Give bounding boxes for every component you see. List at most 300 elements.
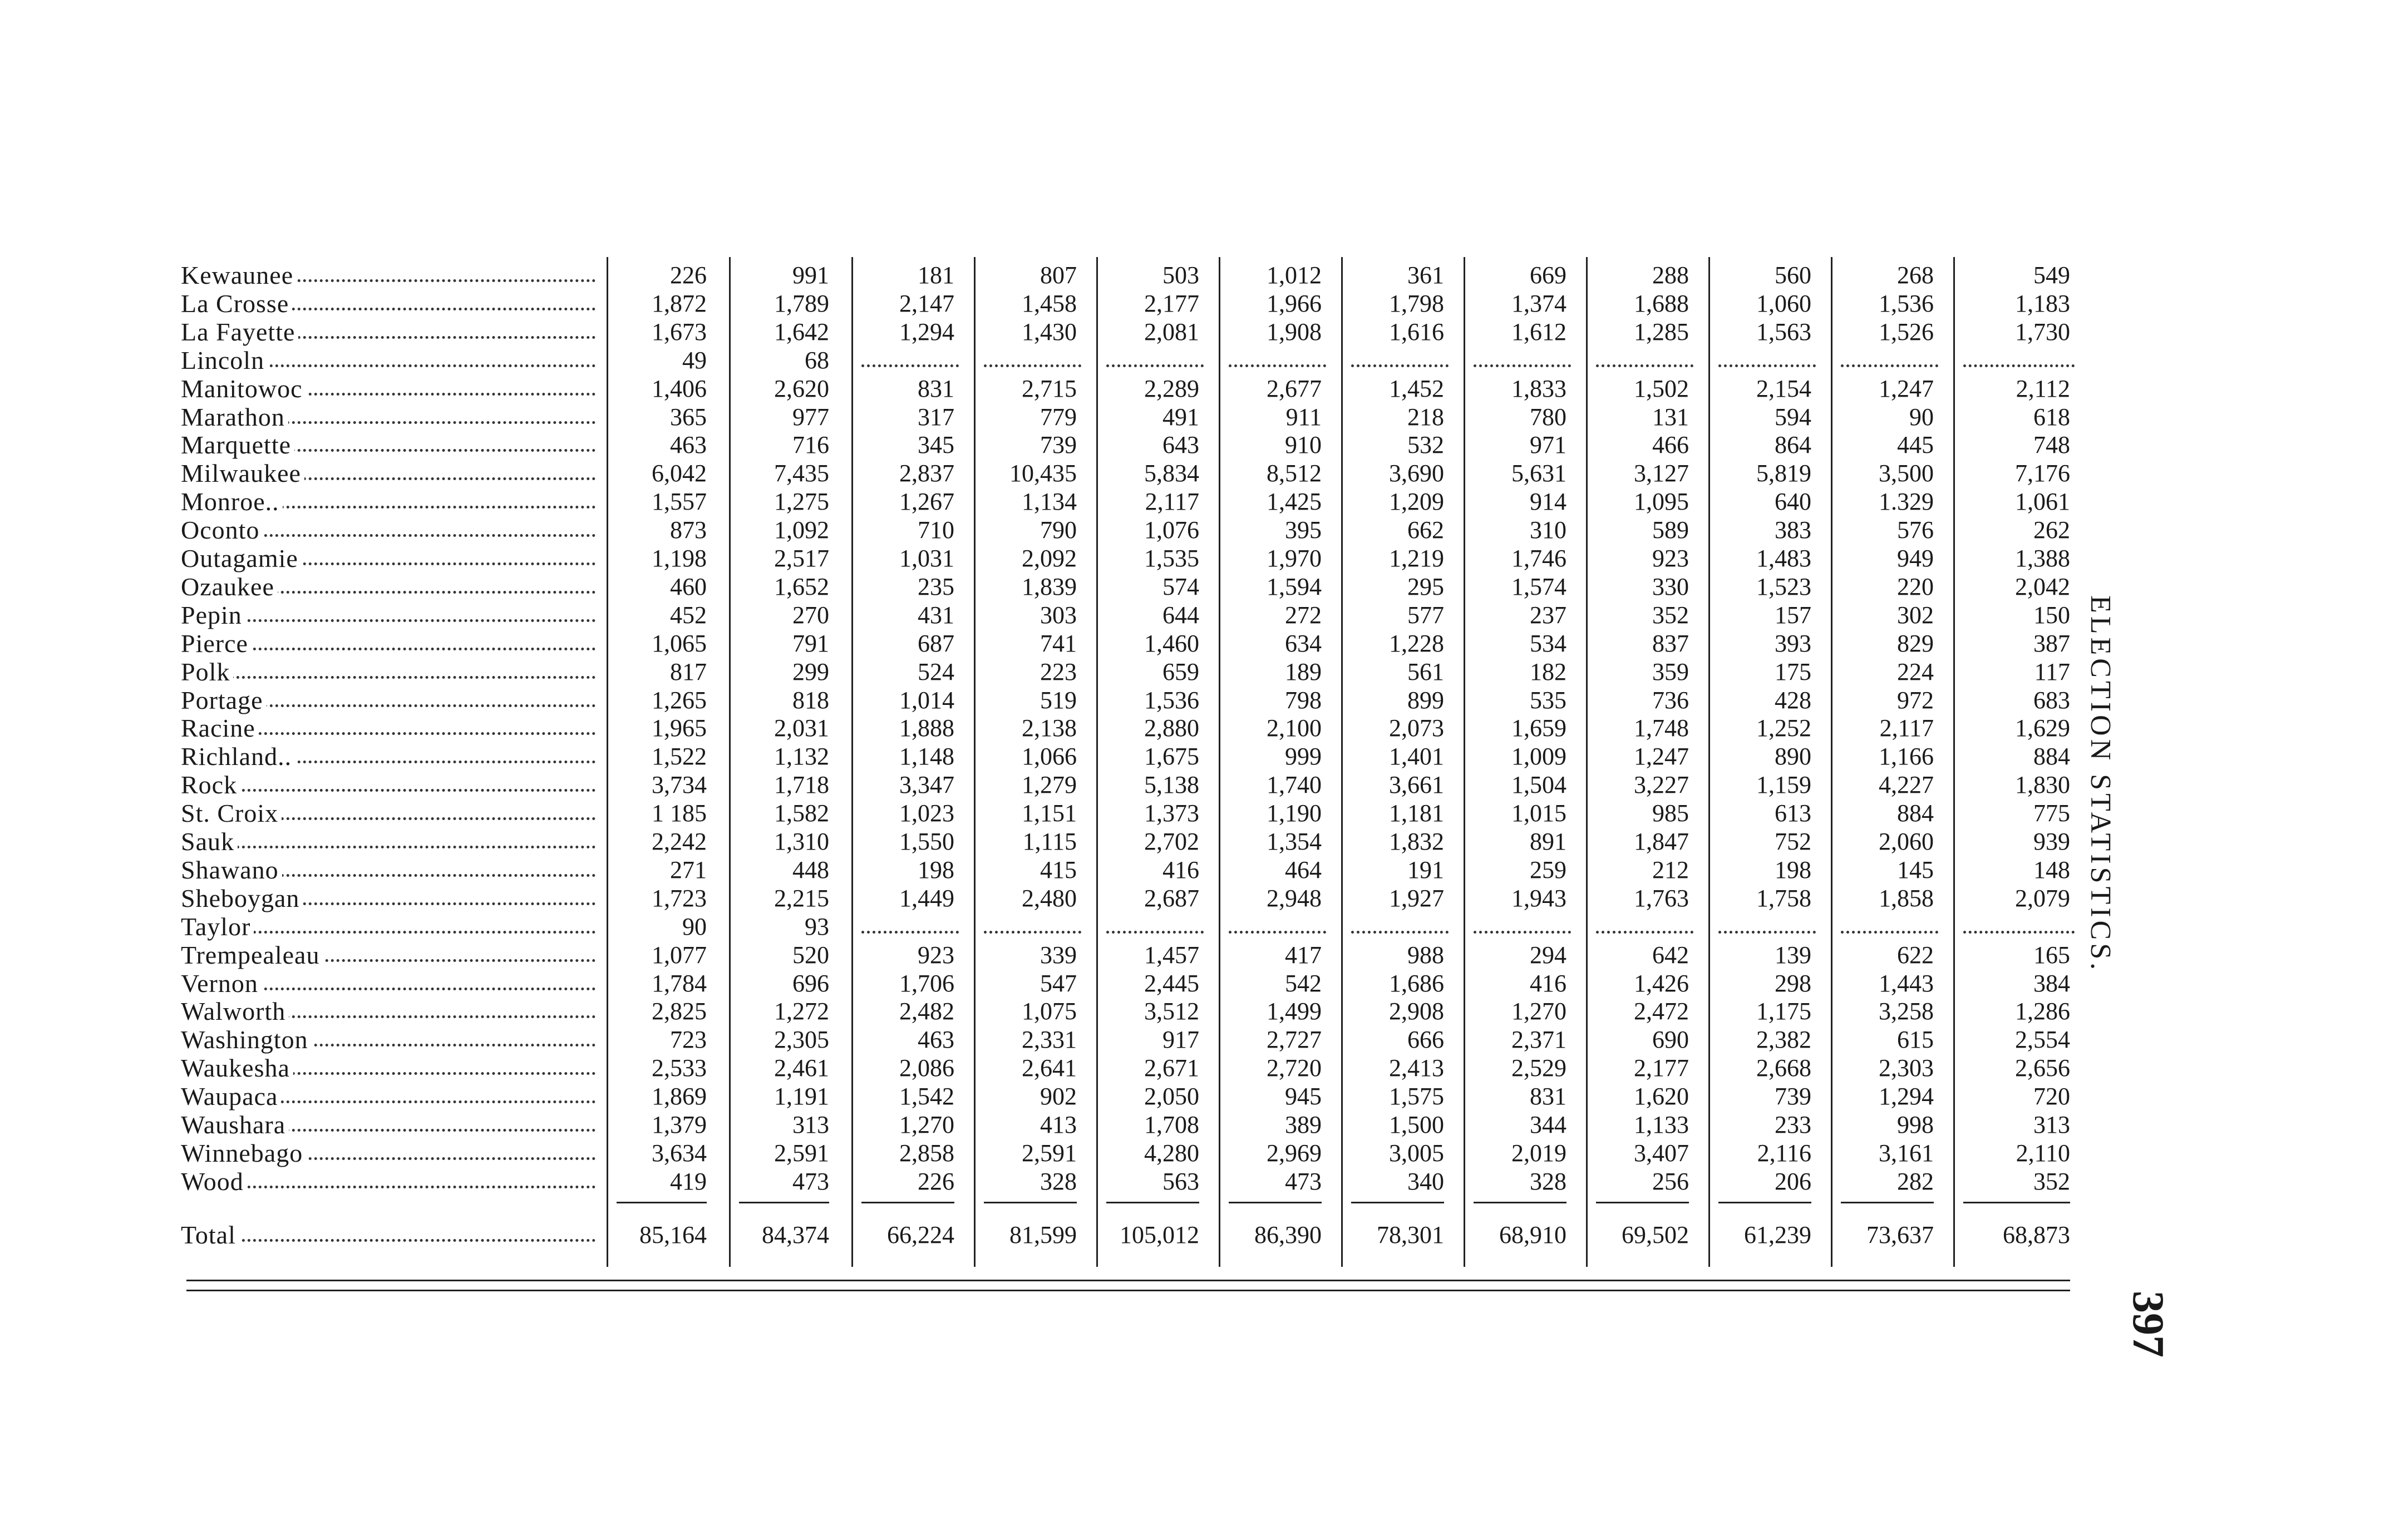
vote-count-cell: 739 [1775, 1083, 1811, 1110]
vote-count-cell: 226 [670, 261, 707, 289]
vote-count-cell: 723 [670, 1026, 707, 1054]
vote-count-cell: 383 [1775, 516, 1811, 544]
column-rule [1953, 257, 1955, 1267]
vote-count-cell: 395 [1285, 516, 1322, 544]
vote-count-cell: 393 [1775, 629, 1811, 657]
vote-count-cell: 2,112 [2016, 374, 2070, 402]
vote-count-cell: 873 [670, 516, 707, 544]
vote-count-cell: 1,031 [899, 545, 954, 572]
vote-count-cell: 662 [1407, 516, 1444, 544]
vote-count-cell: 683 [2033, 686, 2070, 714]
county-name [181, 743, 595, 771]
vote-count-cell: 2,154 [1756, 374, 1811, 402]
vote-count-cell: 223 [1040, 658, 1077, 685]
vote-count-cell: 2,242 [652, 828, 707, 855]
vote-count-cell: 594 [1775, 403, 1811, 431]
column-rule [1341, 257, 1343, 1267]
vote-count-cell: 68 [805, 346, 829, 374]
vote-count-cell: 1,502 [1634, 374, 1689, 402]
vote-count-cell: 1,943 [1511, 884, 1566, 912]
vote-count-cell: 313 [2033, 1111, 2070, 1138]
column-rule [974, 257, 976, 1267]
county-name [181, 1083, 595, 1110]
blank-cell-dots [1474, 360, 1571, 367]
blank-cell-dots [1351, 360, 1449, 367]
vote-count-cell: 775 [2033, 799, 2070, 827]
vote-count-cell: 1,014 [899, 686, 954, 714]
vote-count-cell: 2,668 [1756, 1054, 1811, 1082]
county-name [181, 658, 595, 686]
county-name-text: Marquette [181, 431, 294, 459]
vote-count-cell: 1,536 [1144, 686, 1199, 714]
vote-count-cell: 1,730 [2015, 318, 2070, 345]
county-name [181, 998, 595, 1025]
column-rule [1219, 257, 1220, 1267]
vote-count-cell: 1,718 [774, 771, 829, 799]
county-name [181, 714, 595, 742]
total-value-cell: 68,873 [2003, 1221, 2070, 1248]
vote-count-cell: 302 [1897, 601, 1934, 629]
vote-count-cell: 542 [1285, 969, 1322, 997]
vote-count-cell: 923 [918, 941, 954, 969]
vote-count-cell: 640 [1775, 488, 1811, 516]
vote-count-cell: 1,175 [1756, 998, 1811, 1025]
vote-count-cell: 829 [1897, 629, 1934, 657]
column-rule [1464, 257, 1465, 1267]
county-name-text: Taylor [181, 913, 254, 941]
vote-count-cell: 752 [1775, 828, 1811, 855]
vote-count-cell: 547 [1040, 969, 1077, 997]
vote-count-cell: 90 [1909, 403, 1934, 431]
vote-count-cell: 352 [1652, 601, 1689, 629]
total-label-text: Total [181, 1221, 239, 1249]
page-number: 397 [2124, 1291, 2173, 1358]
vote-count-cell: 535 [1530, 686, 1566, 714]
vote-count-cell: 220 [1897, 572, 1934, 600]
total-label [181, 1221, 595, 1249]
total-value-cell: 78,301 [1377, 1221, 1444, 1248]
vote-count-cell: 1,708 [1144, 1111, 1199, 1138]
vote-count-cell: 294 [1530, 941, 1566, 969]
vote-count-cell: 1,594 [1267, 572, 1322, 600]
vote-count-cell: 1,847 [1634, 828, 1689, 855]
vote-count-cell: 741 [1040, 629, 1077, 657]
vote-count-cell: 1,265 [652, 686, 707, 714]
county-name-text: Polk [181, 658, 233, 686]
vote-count-cell: 1,388 [2015, 545, 2070, 572]
vote-count-cell: 1,374 [1511, 289, 1566, 317]
vote-count-cell: 549 [2033, 261, 2070, 289]
vote-count-cell: 561 [1407, 658, 1444, 685]
total-value-cell: 66,224 [887, 1221, 954, 1248]
vote-count-cell: 2,715 [1022, 374, 1077, 402]
vote-count-cell: 1,075 [1022, 998, 1077, 1025]
total-value-cell: 81,599 [1009, 1221, 1077, 1248]
vote-count-cell: 1,159 [1756, 771, 1811, 799]
vote-count-cell: 972 [1897, 686, 1934, 714]
vote-count-cell: 2,073 [1389, 714, 1444, 742]
vote-count-cell: 1,652 [774, 572, 829, 600]
vote-count-cell: 1,458 [1022, 289, 1077, 317]
vote-count-cell: 345 [918, 431, 954, 459]
total-value-cell: 68,910 [1499, 1221, 1566, 1248]
vote-count-cell: 330 [1652, 572, 1689, 600]
leader-dots [181, 789, 595, 792]
vote-count-cell: 1,132 [774, 743, 829, 771]
vote-count-cell: 1,563 [1756, 318, 1811, 345]
vote-count-cell: 4,227 [1879, 771, 1934, 799]
vote-count-cell: 416 [1162, 856, 1199, 883]
vote-count-cell: 8,512 [1267, 460, 1322, 487]
vote-count-cell: 798 [1285, 686, 1322, 714]
vote-count-cell: 3,258 [1879, 998, 1934, 1025]
vote-count-cell: 1,166 [1879, 743, 1934, 771]
vote-count-cell: 1,065 [652, 629, 707, 657]
column-rule [729, 257, 731, 1267]
vote-count-cell: 2,382 [1756, 1026, 1811, 1054]
column-rule [1708, 257, 1710, 1267]
vote-count-cell: 690 [1652, 1026, 1689, 1054]
sum-rule [1841, 1202, 1934, 1203]
vote-count-cell: 10,435 [1009, 460, 1077, 487]
vote-count-cell: 1,659 [1511, 714, 1566, 742]
vote-count-cell: 1,270 [1511, 998, 1566, 1025]
vote-count-cell: 417 [1285, 941, 1322, 969]
vote-count-cell: 1,133 [1634, 1111, 1689, 1138]
vote-count-cell: 419 [670, 1167, 707, 1195]
vote-count-cell: 1,582 [774, 799, 829, 827]
vote-count-cell: 117 [2034, 658, 2070, 685]
vote-count-cell: 2,480 [1022, 884, 1077, 912]
vote-count-cell: 452 [670, 601, 707, 629]
vote-count-cell: 5,834 [1144, 460, 1199, 487]
county-name [181, 488, 595, 516]
vote-count-cell: 2,050 [1144, 1083, 1199, 1110]
vote-count-cell: 2,727 [1267, 1026, 1322, 1054]
vote-count-cell: 1,252 [1756, 714, 1811, 742]
vote-count-cell: 2,687 [1144, 884, 1199, 912]
leader-dots [181, 676, 595, 679]
vote-count-cell: 282 [1897, 1167, 1934, 1195]
vote-count-cell: 2,086 [899, 1054, 954, 1082]
vote-count-cell: 1,706 [899, 969, 954, 997]
vote-count-cell: 720 [2033, 1083, 2070, 1110]
vote-count-cell: 7,176 [2015, 460, 2070, 487]
vote-count-cell: 2,677 [1267, 374, 1322, 402]
vote-count-cell: 2,289 [1144, 374, 1199, 402]
vote-count-cell: 1,452 [1389, 374, 1444, 402]
vote-count-cell: 2,533 [652, 1054, 707, 1082]
leader-dots [181, 846, 595, 848]
vote-count-cell: 1,789 [774, 289, 829, 317]
vote-count-cell: 256 [1652, 1167, 1689, 1195]
vote-count-cell: 780 [1530, 403, 1566, 431]
vote-count-cell: 910 [1285, 431, 1322, 459]
vote-count-cell: 985 [1652, 799, 1689, 827]
vote-count-cell: 779 [1040, 403, 1077, 431]
vote-count-cell: 1,247 [1634, 743, 1689, 771]
vote-count-cell: 1,060 [1756, 289, 1811, 317]
blank-cell-dots [861, 926, 959, 934]
county-name [181, 799, 595, 827]
blank-cell-dots [861, 360, 959, 367]
vote-count-cell: 1,061 [2015, 488, 2070, 516]
vote-count-cell: 1,012 [1267, 261, 1322, 289]
vote-count-cell: 1,009 [1511, 743, 1566, 771]
vote-count-cell: 1,449 [899, 884, 954, 912]
vote-count-cell: 1,888 [899, 714, 954, 742]
vote-count-cell: 464 [1285, 856, 1322, 883]
vote-count-cell: 303 [1040, 601, 1077, 629]
vote-count-cell: 1,406 [652, 374, 707, 402]
vote-count-cell: 3,634 [652, 1139, 707, 1167]
vote-count-cell: 532 [1407, 431, 1444, 459]
vote-count-cell: 2,880 [1144, 714, 1199, 742]
vote-count-cell: 642 [1652, 941, 1689, 969]
blank-cell-dots [1841, 926, 1938, 934]
vote-count-cell: 460 [670, 572, 707, 600]
vote-count-cell: 365 [670, 403, 707, 431]
total-value-cell: 86,390 [1254, 1221, 1322, 1248]
vote-count-cell: 899 [1407, 686, 1444, 714]
blank-cell-dots [984, 360, 1081, 367]
blank-cell-dots [984, 926, 1081, 934]
vote-count-cell: 615 [1897, 1026, 1934, 1054]
sum-rule [1474, 1202, 1566, 1203]
vote-count-cell: 884 [1897, 799, 1934, 827]
county-name [181, 1139, 595, 1167]
vote-count-cell: 1,522 [652, 743, 707, 771]
vote-count-cell: 271 [670, 856, 707, 883]
total-value-cell: 73,637 [1866, 1221, 1934, 1248]
vote-count-cell: 198 [1775, 856, 1811, 883]
sum-rule [617, 1202, 707, 1203]
vote-count-cell: 2,081 [1144, 318, 1199, 345]
vote-count-cell: 361 [1407, 261, 1444, 289]
sum-rule [1963, 1202, 2070, 1203]
vote-count-cell: 1,723 [652, 884, 707, 912]
vote-count-cell: 1,134 [1022, 488, 1077, 516]
vote-count-cell: 466 [1652, 431, 1689, 459]
sum-rule [861, 1202, 954, 1203]
vote-count-cell: 999 [1285, 743, 1322, 771]
vote-count-cell: 1,798 [1389, 289, 1444, 317]
vote-count-cell: 2,177 [1634, 1054, 1689, 1082]
vote-count-cell: 2,042 [2015, 572, 2070, 600]
vote-count-cell: 1,115 [1022, 828, 1077, 855]
vote-count-cell: 310 [1530, 516, 1566, 544]
total-value-cell: 85,164 [639, 1221, 707, 1248]
vote-count-cell: 1,686 [1389, 969, 1444, 997]
vote-count-cell: 911 [1285, 403, 1322, 431]
vote-count-cell: 340 [1407, 1167, 1444, 1195]
vote-count-cell: 5,819 [1756, 460, 1811, 487]
vote-count-cell: 1,092 [774, 516, 829, 544]
vote-count-cell: 1,872 [652, 289, 707, 317]
vote-count-cell: 2,445 [1144, 969, 1199, 997]
county-name-text: Sheboygan [181, 885, 303, 912]
county-name-text: Racine [181, 714, 259, 742]
vote-count-cell: 939 [2033, 828, 2070, 855]
vote-count-cell: 1,272 [774, 998, 829, 1025]
sum-rule [1106, 1202, 1199, 1203]
vote-count-cell: 2,031 [774, 714, 829, 742]
vote-count-cell: 1,270 [899, 1111, 954, 1138]
blank-cell-dots [1106, 360, 1204, 367]
vote-count-cell: 352 [2033, 1167, 2070, 1195]
vote-count-cell: 313 [792, 1111, 829, 1138]
vote-count-cell: 666 [1407, 1026, 1444, 1054]
vote-count-cell: 669 [1530, 261, 1566, 289]
vote-count-cell: 3,512 [1144, 998, 1199, 1025]
vote-count-cell: 1,499 [1267, 998, 1322, 1025]
vote-count-cell: 448 [792, 856, 829, 883]
vote-count-cell: 710 [918, 516, 954, 544]
vote-count-cell: 1 185 [652, 799, 707, 827]
vote-count-cell: 1,191 [774, 1083, 829, 1110]
vote-count-cell: 3,734 [652, 771, 707, 799]
vote-count-cell: 416 [1530, 969, 1566, 997]
vote-count-cell: 1,535 [1144, 545, 1199, 572]
sum-rule [1596, 1202, 1689, 1203]
vote-count-cell: 6,042 [652, 460, 707, 487]
vote-count-cell: 864 [1775, 431, 1811, 459]
vote-count-cell: 317 [918, 403, 954, 431]
vote-count-cell: 831 [918, 374, 954, 402]
vote-count-cell: 2,702 [1144, 828, 1199, 855]
vote-count-cell: 2,591 [1022, 1139, 1077, 1167]
county-name-text: Trempealeau [181, 941, 323, 969]
vote-count-cell: 2,060 [1879, 828, 1934, 855]
vote-count-cell: 622 [1897, 941, 1934, 969]
county-name [181, 970, 595, 998]
vote-count-cell: 1,557 [652, 488, 707, 516]
county-name-text: Marathon [181, 403, 288, 431]
vote-count-cell: 288 [1652, 261, 1689, 289]
vote-count-cell: 1,536 [1879, 289, 1934, 317]
vote-count-cell: 748 [2033, 431, 2070, 459]
vote-count-cell: 2,948 [1267, 884, 1322, 912]
county-name [181, 403, 595, 431]
vote-count-cell: 2,303 [1879, 1054, 1934, 1082]
vote-count-cell: 175 [1775, 658, 1811, 685]
vote-count-cell: 923 [1652, 545, 1689, 572]
vote-count-cell: 1,354 [1267, 828, 1322, 855]
vote-count-cell: 1,275 [774, 488, 829, 516]
county-name-text: Waupaca [181, 1083, 281, 1110]
vote-count-cell: 589 [1652, 516, 1689, 544]
running-head: ELECTION STATISTICS. [2085, 595, 2116, 974]
vote-count-cell: 831 [1530, 1083, 1566, 1110]
sum-rule [1351, 1202, 1444, 1203]
vote-count-cell: 1,430 [1022, 318, 1077, 345]
vote-count-cell: 837 [1652, 629, 1689, 657]
vote-count-cell: 212 [1652, 856, 1689, 883]
vote-count-cell: 226 [918, 1167, 954, 1195]
vote-count-cell: 387 [2033, 629, 2070, 657]
vote-count-cell: 157 [1775, 601, 1811, 629]
county-name [181, 460, 595, 487]
county-name-text: Outagamie [181, 545, 302, 572]
vote-count-cell: 618 [2033, 403, 2070, 431]
vote-count-cell: 2,591 [774, 1139, 829, 1167]
vote-count-cell: 890 [1775, 743, 1811, 771]
vote-count-cell: 988 [1407, 941, 1444, 969]
vote-count-cell: 2,117 [1879, 714, 1934, 742]
vote-count-cell: 3,161 [1879, 1139, 1934, 1167]
county-name [181, 601, 595, 629]
vote-count-cell: 1,642 [774, 318, 829, 345]
vote-count-cell: 2,825 [652, 998, 707, 1025]
vote-count-cell: 1,746 [1511, 545, 1566, 572]
vote-count-cell: 491 [1162, 403, 1199, 431]
vote-count-cell: 2,482 [899, 998, 954, 1025]
vote-count-cell: 1,267 [899, 488, 954, 516]
vote-count-cell: 2,305 [774, 1026, 829, 1054]
vote-count-cell: 2,720 [1267, 1054, 1322, 1082]
county-name-text: Lincoln [181, 347, 268, 374]
total-value-cell: 61,239 [1744, 1221, 1811, 1248]
vote-count-cell: 1,285 [1634, 318, 1689, 345]
vote-count-cell: 1,286 [2015, 998, 2070, 1025]
vote-count-cell: 131 [1652, 403, 1689, 431]
vote-count-cell: 1,673 [652, 318, 707, 345]
county-name-text: Milwaukee [181, 460, 304, 487]
county-name [181, 1054, 595, 1082]
county-name-text: Washington [181, 1026, 312, 1054]
blank-cell-dots [1596, 926, 1693, 934]
vote-count-cell: 3,500 [1879, 460, 1934, 487]
vote-count-cell: 1,830 [2015, 771, 2070, 799]
blank-cell-dots [1963, 926, 2075, 934]
county-name [181, 573, 595, 601]
vote-count-cell: 5,138 [1144, 771, 1199, 799]
vote-count-cell: 1,483 [1756, 545, 1811, 572]
vote-count-cell: 3,407 [1634, 1139, 1689, 1167]
vote-count-cell: 262 [2033, 516, 2070, 544]
vote-count-cell: 2,371 [1511, 1026, 1566, 1054]
vote-count-cell: 1,612 [1511, 318, 1566, 345]
vote-count-cell: 182 [1530, 658, 1566, 685]
vote-count-cell: 4,280 [1144, 1139, 1199, 1167]
vote-count-cell: 2,554 [2015, 1026, 2070, 1054]
vote-count-cell: 339 [1040, 941, 1077, 969]
vote-count-cell: 949 [1897, 545, 1934, 572]
vote-count-cell: 1,095 [1634, 488, 1689, 516]
vote-count-cell: 2,138 [1022, 714, 1077, 742]
county-name-text: Oconto [181, 516, 263, 544]
county-name [181, 856, 595, 884]
vote-count-cell: 1,970 [1267, 545, 1322, 572]
blank-cell-dots [1229, 926, 1326, 934]
sum-rule [984, 1202, 1077, 1203]
vote-count-cell: 1,629 [2015, 714, 2070, 742]
county-name-text: Pierce [181, 630, 252, 658]
vote-count-cell: 2,147 [899, 289, 954, 317]
vote-count-cell: 2,671 [1144, 1054, 1199, 1082]
vote-count-cell: 818 [792, 686, 829, 714]
vote-count-cell: 191 [1407, 856, 1444, 883]
county-name-text: Waukesha [181, 1054, 293, 1082]
vote-count-cell: 520 [792, 941, 829, 969]
vote-count-cell: 563 [1162, 1167, 1199, 1195]
vote-count-cell: 2,116 [1757, 1139, 1811, 1167]
vote-count-cell: 165 [2033, 941, 2070, 969]
vote-count-cell: 1,839 [1022, 572, 1077, 600]
vote-count-cell: 790 [1040, 516, 1077, 544]
vote-count-cell: 1,077 [652, 941, 707, 969]
vote-count-cell: 206 [1775, 1167, 1811, 1195]
